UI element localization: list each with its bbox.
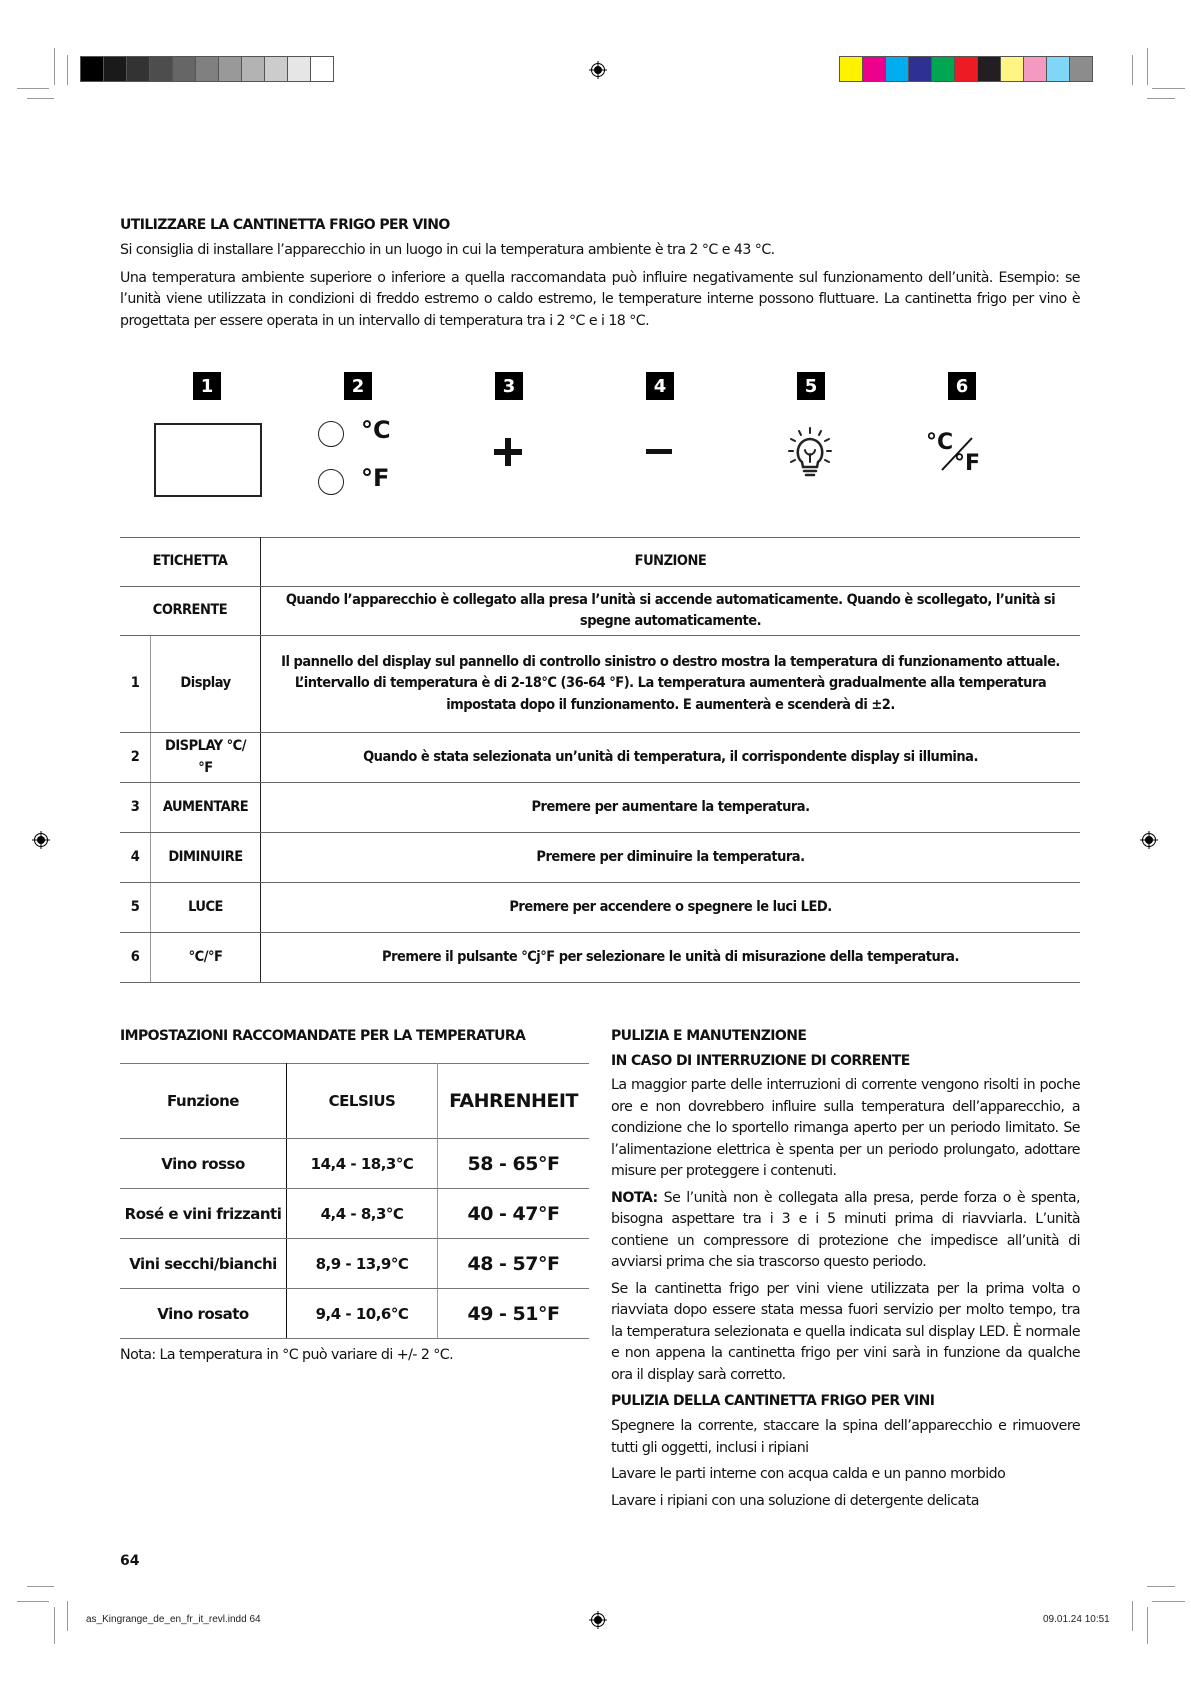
intro-section xyxy=(120,217,1080,332)
table-row xyxy=(120,636,1080,733)
column-header-label: ETICHETTA xyxy=(120,538,261,587)
color-swatch xyxy=(127,57,150,81)
row-label: DISPLAY °C/°F xyxy=(151,733,261,783)
control-number-badge: 1 xyxy=(193,372,221,400)
paragraph: Si consiglia di installare l’apparecchio in un luogo in cui la temperatura ambiente è tra 2 °C e 43 °C. xyxy=(120,242,775,258)
color-swatch xyxy=(104,57,127,81)
table-row xyxy=(120,883,1080,933)
first-use-paragraph: Se la cantinetta frigo per vini viene utilizzata per la prima volta o riavviata dopo essere stata messa fuori servizio per molto tempo, tra la temperatura selezionata e quella indicata sul display LED. È normale e non appena la cantinetta frigo per vini sarà in funzione da qualche ora il display sarà corretto. xyxy=(611,1280,1080,1383)
row-function: Il pannello del display sul pannello di controllo sinistro o destro mostra la temperatura di funzionamento attuale. L’intervallo di temperatura è di 2-18°C (36-64 °F). La temperatura aumenterà gradualmente alla temperatura impostata dopo il funzionamento. E aumenterà e scenderà di ±2. xyxy=(261,636,1080,733)
page-number: 64 xyxy=(120,1553,140,1569)
color-swatch xyxy=(955,57,978,81)
temperature-settings-table xyxy=(120,1063,589,1339)
row-number: 3 xyxy=(120,783,151,833)
fahrenheit-range: 49 - 51°F xyxy=(438,1289,590,1339)
wine-type: Vino rosato xyxy=(120,1289,287,1339)
color-swatch xyxy=(909,57,932,81)
maintenance-title: PULIZIA E MANUTENZIONE xyxy=(611,1028,807,1044)
row-label: °C/°F xyxy=(151,933,261,983)
row-label: Display xyxy=(151,636,261,733)
cleaning-step: Lavare i ripiani con una soluzione di detergente delicata xyxy=(611,1492,979,1509)
wine-type: Rosé e vini frizzanti xyxy=(120,1189,287,1239)
color-swatch xyxy=(311,57,333,81)
color-swatch xyxy=(932,57,955,81)
display-panel-icon xyxy=(154,423,262,497)
row-label: CORRENTE xyxy=(120,587,261,636)
celsius-range: 9,4 - 10,6°C xyxy=(287,1289,438,1339)
registration-mark-icon xyxy=(589,1611,607,1629)
celsius-range: 8,9 - 13,9°C xyxy=(287,1239,438,1289)
temperature-note: Nota: La temperatura in °C può variare di +/- 2 °C. xyxy=(120,1347,454,1363)
row-function: Premere per aumentare la temperatura. xyxy=(261,783,1080,833)
table-header-row xyxy=(120,538,1080,587)
color-swatch xyxy=(265,57,288,81)
color-swatch xyxy=(978,57,1001,81)
color-swatch xyxy=(242,57,265,81)
color-swatch xyxy=(1070,57,1092,81)
row-label: LUCE xyxy=(151,883,261,933)
row-number: 1 xyxy=(120,636,151,733)
power-cut-paragraph: La maggior parte delle interruzioni di corrente vengono risolti in poche ore e non dovrebbero influire sulla temperatura dell’apparecchio, a condizione che lo sportello rimanga aperto per un periodo limitato. Se l’alimentazione elettrica è spenta per un periodo prolungato, adottare misure per proteggere i contenuti. xyxy=(611,1077,1080,1179)
control-number-badge: 4 xyxy=(646,372,674,400)
plus-icon xyxy=(492,436,524,468)
color-swatch xyxy=(288,57,311,81)
paragraph: Una temperatura ambiente superiore o inferiore a quella raccomandata può influire negativamente sul funzionamento dell’unità. Esempio: se l’unità viene utilizzata in condizioni di freddo estremo o caldo estremo, le temperature interne possono fluttuare. La cantinetta frigo per vino è progettata per essere operata in un intervallo di temperatura tra i 2 °C e i 18 °C. xyxy=(120,269,1080,329)
maintenance-section xyxy=(611,1028,1080,1512)
table-row xyxy=(120,733,1080,783)
table-row xyxy=(120,587,1080,636)
table-row xyxy=(120,1189,589,1239)
row-function: Premere per accendere o spegnere le luci LED. xyxy=(261,883,1080,933)
fahrenheit-range: 40 - 47°F xyxy=(438,1189,590,1239)
column-header: CELSIUS xyxy=(287,1064,438,1139)
registration-mark-icon xyxy=(32,831,50,849)
color-swatch xyxy=(1047,57,1070,81)
registration-mark-icon xyxy=(1140,831,1158,849)
color-swatch xyxy=(863,57,886,81)
grayscale-bar xyxy=(80,56,334,82)
color-swatch xyxy=(219,57,242,81)
fahrenheit-indicator-icon xyxy=(318,469,344,495)
color-swatch xyxy=(1024,57,1047,81)
table-row xyxy=(120,833,1080,883)
celsius-label: °C xyxy=(361,416,391,444)
cleaning-title: PULIZIA DELLA CANTINETTA FRIGO PER VINI xyxy=(611,1393,935,1409)
section-title: UTILIZZARE LA CANTINETTA FRIGO PER VINO xyxy=(120,217,450,233)
fahrenheit-range: 48 - 57°F xyxy=(438,1239,590,1289)
table-row xyxy=(120,1239,589,1289)
minus-icon xyxy=(645,447,673,457)
color-swatch xyxy=(196,57,219,81)
color-swatch xyxy=(840,57,863,81)
column-header: FAHRENHEIT xyxy=(438,1064,590,1139)
control-function-table xyxy=(120,537,1080,983)
celsius-fahrenheit-toggle-icon: °C °F xyxy=(926,430,981,476)
fahrenheit-range: 58 - 65°F xyxy=(438,1139,590,1189)
power-cut-title: IN CASO DI INTERRUZIONE DI CORRENTE xyxy=(611,1053,910,1069)
celsius-range: 4,4 - 8,3°C xyxy=(287,1189,438,1239)
registration-mark-icon xyxy=(589,61,607,79)
column-header: Funzione xyxy=(120,1064,287,1139)
slug-datetime: 09.01.24 10:51 xyxy=(1043,1614,1110,1625)
color-swatch xyxy=(150,57,173,81)
cleaning-step: Lavare le parti interne con acqua calda e un panno morbido xyxy=(611,1466,1006,1482)
table-row xyxy=(120,1289,589,1339)
control-number-badge: 6 xyxy=(948,372,976,400)
row-number: 4 xyxy=(120,833,151,883)
row-number: 5 xyxy=(120,883,151,933)
row-label: AUMENTARE xyxy=(151,783,261,833)
table-row xyxy=(120,783,1080,833)
color-bar xyxy=(839,56,1093,82)
table-row xyxy=(120,933,1080,983)
color-swatch xyxy=(1001,57,1024,81)
row-function: Quando l’apparecchio è collegato alla presa l’unità si accende automaticamente. Quando è scollegato, l’unità si spegne automaticamente. xyxy=(261,587,1080,636)
control-number-badge: 2 xyxy=(344,372,372,400)
cleaning-step: Spegnere la corrente, staccare la spina dell’apparecchio e rimuovere tutti gli oggetti, inclusi i ripiani xyxy=(611,1418,1080,1456)
wine-type: Vino rosso xyxy=(120,1139,287,1189)
row-number: 6 xyxy=(120,933,151,983)
color-swatch xyxy=(173,57,196,81)
temperature-settings-title: IMPOSTAZIONI RACCOMANDATE PER LA TEMPERATURA xyxy=(120,1028,526,1044)
note-paragraph: NOTA: Se l’unità non è collegata alla presa, perde forza o è spenta, bisogna aspettare tra i 3 e i 5 minuti prima di riavviarla. L’unità contiene un compressore di protezione che impedisce all’unità di avviarsi prima che sia trascorso questo periodo. xyxy=(611,1189,1080,1270)
row-function: Premere il pulsante °Cj°F per selezionare le unità di misurazione della temperatura. xyxy=(261,933,1080,983)
celsius-range: 14,4 - 18,3°C xyxy=(287,1139,438,1189)
celsius-indicator-icon xyxy=(318,421,344,447)
color-swatch xyxy=(886,57,909,81)
note-label: NOTA: xyxy=(611,1189,658,1206)
control-number-badge: 5 xyxy=(797,372,825,400)
wine-type: Vini secchi/bianchi xyxy=(120,1239,287,1289)
light-bulb-icon xyxy=(780,424,840,484)
row-number: 2 xyxy=(120,733,151,783)
color-swatch xyxy=(81,57,104,81)
table-header-row xyxy=(120,1064,589,1139)
row-label: DIMINUIRE xyxy=(151,833,261,883)
fahrenheit-label: °F xyxy=(361,464,390,492)
row-function: Quando è stata selezionata un’unità di temperatura, il corrispondente display si illumina. xyxy=(261,733,1080,783)
control-number-badge: 3 xyxy=(495,372,523,400)
row-function: Premere per diminuire la temperatura. xyxy=(261,833,1080,883)
table-row xyxy=(120,1139,589,1189)
file-slug: as_Kingrange_de_en_fr_it_revl.indd 64 xyxy=(86,1614,261,1625)
column-header-function: FUNZIONE xyxy=(261,538,1080,587)
